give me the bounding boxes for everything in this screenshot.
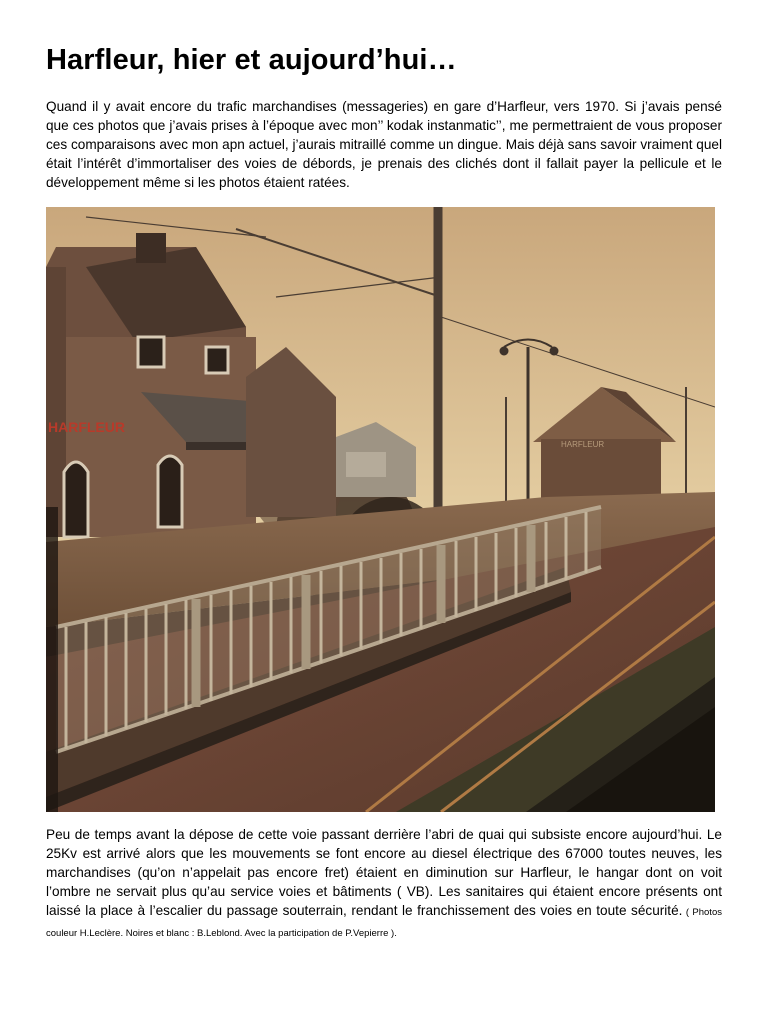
caption-text: Peu de temps avant la dépose de cette voie passant derrière l’abri de quai qui subsiste encore aujourd’hui. Le 25Kv est arrivé alors que les mouvements se font encore au diesel électrique des 67000 toutes neuves, les marchandises (qu’on n’appelait pas encore fret) étaient en diminution sur Harfleur, le hangar dont on voit l’ombre ne servait plus qu’au service voies et bâtiments ( VB). Les sanitaires qui étaient encore présents ont laissé la place à l’escalier du passage souterrain, rendant le franchissement des voies en toute sécurité.: [46, 827, 722, 918]
photo-credits: ( Photos couleur H.Leclère. Noires et blanc : B.Leblond. Avec la participation de P.Vepierre ).: [46, 907, 722, 939]
shelter-sign-text: HARFLEUR: [561, 440, 605, 449]
intro-paragraph: Quand il y avait encore du trafic marchandises (messageries) en gare d’Harfleur, vers 1970. Si j’avais pensé que ces photos que j’avais prises à l’époque avec mon’’ kodak instanmatic’’, me permettraient de vous proposer ces comparaisons avec mon apn actuel, j’aurais mitraillé comme un dingue. Mais déjà sans savoir vraiment quel était l’intérêt d’immortaliser des voies de débords, je prenais des clichés dont il fallait payer la pellicule et le développement même si les photos étaient ratées.: [46, 99, 722, 190]
page-title: Harfleur, hier et aujourd’hui…: [46, 44, 457, 76]
station-sign-text: HARFLEUR: [48, 419, 125, 435]
railway-station-photo: [46, 207, 715, 812]
photo-caption: [46, 825, 722, 943]
